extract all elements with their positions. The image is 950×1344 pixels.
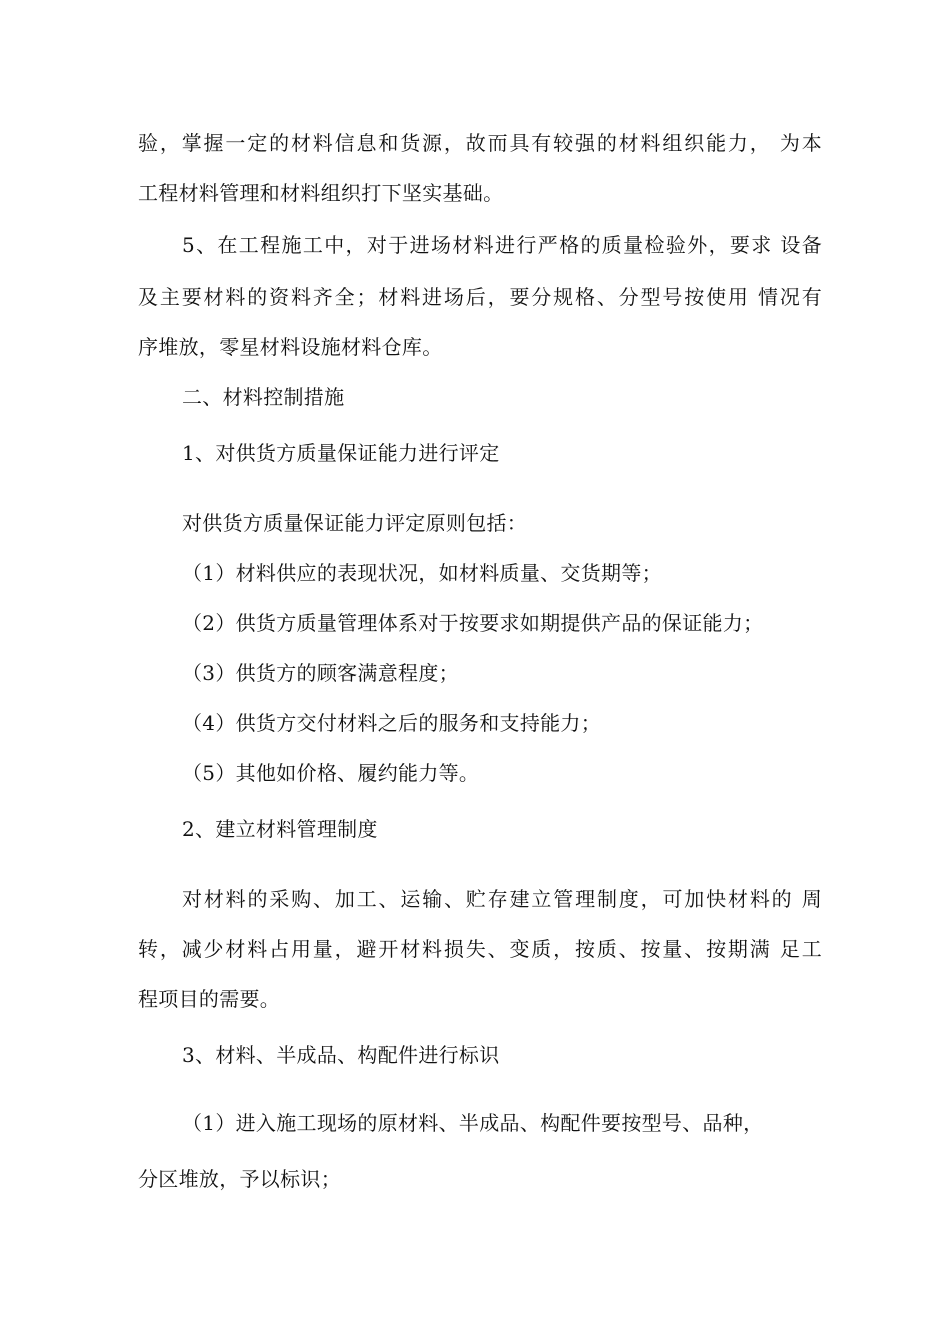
list-item: （4）供货方交付材料之后的服务和支持能力； (182, 711, 602, 735)
paragraph-line: 序堆放，零星材料设施材料仓库。 (138, 335, 443, 359)
subsection-heading: 2、建立材料管理制度 (182, 817, 378, 841)
paragraph-line: 对材料的采购、加工、运输、贮存建立管理制度，可加快材料的 周 (182, 887, 822, 911)
list-item: （3）供货方的顾客满意程度； (182, 661, 459, 685)
list-item: （5）其他如价格、履约能力等。 (182, 761, 480, 785)
paragraph-line: 及主要材料的资料齐全；材料进场后，要分规格、分型号按使用 情况有 (138, 285, 822, 309)
subsection-heading: 3、材料、半成品、构配件进行标识 (182, 1043, 500, 1067)
paragraph-line: 转，减少材料占用量，避开材料损失、变质，按质、按量、按期满 足工 (138, 937, 822, 961)
paragraph-line: 程项目的需要。 (138, 987, 281, 1011)
paragraph-line: 验，掌握一定的材料信息和货源，故而具有较强的材料组织能力， 为本 (138, 131, 822, 155)
paragraph-line: 分区堆放，予以标识； (138, 1167, 341, 1191)
paragraph-line: 工程材料管理和材料组织打下坚实基础。 (138, 181, 504, 205)
paragraph-line: 对供货方质量保证能力评定原则包括： (182, 511, 528, 535)
section-heading: 二、材料控制措施 (182, 385, 345, 409)
subsection-heading: 1、对供货方质量保证能力进行评定 (182, 441, 500, 465)
list-item: （1）材料供应的表现状况，如材料质量、交货期等； (182, 561, 662, 585)
list-item: （2）供货方质量管理体系对于按要求如期提供产品的保证能力； (182, 611, 764, 635)
paragraph-line: 5、在工程施工中，对于进场材料进行严格的质量检验外，要求 设备 (182, 233, 822, 257)
list-item: （1）进入施工现场的原材料、半成品、构配件要按型号、品种， (182, 1111, 764, 1135)
